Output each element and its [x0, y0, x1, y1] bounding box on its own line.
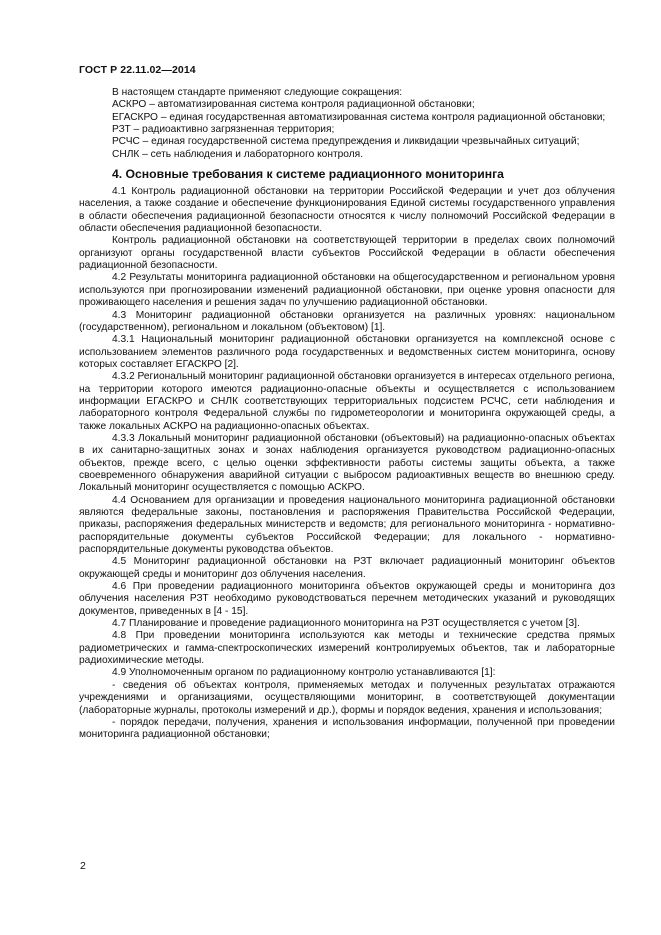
paragraph: 4.7 Планирование и проведение радиационного мониторинга на РЗТ осуществляется с учетом [3]. [112, 618, 580, 630]
paragraph: 4.8 При проведении мониторинга используются как методы и технические средства прямых радиометрических и гамма-спектроскопических измерений контролируемых объектов, так и лабораторные радиохимические методы. [79, 630, 615, 667]
paragraph: 4.3.3 Локальный мониторинг радиационной обстановки (объектовый) на радиационно-опасных объектах в их санитарно-защитных зонах и зонах наблюдения организуется руководством радиационно-опасных объектов, прежде всего, с целью оценки эффективности работы системы защиты объекта, а также своевременного обнаружения аварийной ситуации с выбросом радиоактивных веществ во внешнюю среду. Локальный мониторинг осуществляется с помощью АСКРО. [79, 432, 615, 494]
abbreviation-item: РСЧС – единая государственной система предупреждения и ликвидации чрезвычайных ситуаций; [112, 136, 580, 148]
paragraph: 4.3.1 Национальный мониторинг радиационной обстановки организуется на комплексной основе с использованием элементов различного рода государственных и ведомственных систем мониторинга, основу которых составляет ЕГАСКРО [2]. [79, 334, 615, 370]
paragraph: - сведения об объектах контроля, применяемых методах и полученных результатах отражаются учреждениями и организациями, осуществляющими мониторинг, в соответствующей документации (лабораторные журналы, протоколы измерений и др.), формы и порядок ведения, хранения и использования; [79, 679, 615, 716]
abbreviation-item: СНЛК – сеть наблюдения и лабораторного контроля. [112, 148, 364, 160]
paragraph: 4.3 Мониторинг радиационной обстановки организуется на различных уровнях: национальном (государственном), региональном и локальном (объектовом) [1]. [79, 309, 615, 333]
paragraph: 4.9 Уполномоченным органом по радиационному контролю устанавливаются [1]: [112, 667, 496, 679]
section-heading: 4. Основные требования к системе радиационного мониторинга [112, 167, 504, 182]
paragraph: Контроль радиационной обстановки на соответствующей территории в пределах своих полномочий организуют органы государственной власти субъектов Российской Федерации в области обеспечения радиационной безопасности. [79, 235, 615, 272]
document-header: ГОСТ Р 22.11.02—2014 [79, 64, 196, 76]
paragraph: 4.3.2 Региональный мониторинг радиационной обстановки организуется в интересах отдельного региона, на территории которого имеются радиационно-опасные объекты и осуществляется с использованием информации ЕГАСКРО и СНЛК соответствующих территориальных подсистем РСЧС, сети наблюдения и лабораторного контроля Федеральной службы по гидрометеорологии и мониторинга окружающей среды, а также локальных АСКРО на радиационно-опасных объектах. [79, 371, 615, 432]
paragraph: 4.1 Контроль радиационной обстановки на территории Российской Федерации и учет доз облучения населения, а также создание и обеспечение функционирования Единой системы государственного управления в области обеспечения радиационной безопасности относятся к числу полномочий Российской Федерации в области обеспечения радиационной безопасности. [79, 186, 615, 235]
paragraph: 4.5 Мониторинг радиационной обстановки на РЗТ включает радиационный мониторинг объектов окружающей среды и мониторинг доз облучения населения. [79, 556, 615, 580]
paragraph: В настоящем стандарте применяют следующие сокращения: [112, 87, 403, 98]
abbreviation-item: ЕГАСКРО – единая государственная автоматизированная система контроля радиационной обстановки; [112, 111, 606, 123]
paragraph: 4.6 При проведении радиационного мониторинга объектов окружающей среды и мониторинга доз облучения населения РЗТ необходимо руководствоваться перечнем методических указаний и руководящих документов, приведенных в [4 - 15]. [79, 581, 615, 617]
abbreviation-item: АСКРО – автоматизированная система контроля радиационной обстановки; [112, 99, 475, 111]
paragraph: - порядок передачи, получения, хранения и использования информации, полученной при проведении мониторинга радиационной обстановки; [79, 716, 615, 741]
paragraph: 4.2 Результаты мониторинга радиационной обстановки на общегосударственном и региональном уровня используются при прогнозировании изменений радиационной обстановки, при оценке уровня опасности для проживающего населения и решения задач по улучшению радиационной обстановки. [79, 272, 615, 309]
page-number: 2 [80, 860, 86, 872]
paragraph: 4.4 Основанием для организации и проведения национального мониторинга радиационной обстановки являются федеральные законы, постановления и распоряжения Правительства Российской Федерации, приказы, распоряжения федеральных министерств и ведомств; для регионального мониторинга - нормативно-распорядительные документы субъектов Российской Федерации; для локального - нормативно-распорядительные документы руководства объектов. [79, 494, 615, 556]
abbreviation-item: РЗТ – радиоактивно загрязненная территория; [112, 124, 335, 136]
document-body [79, 87, 615, 742]
